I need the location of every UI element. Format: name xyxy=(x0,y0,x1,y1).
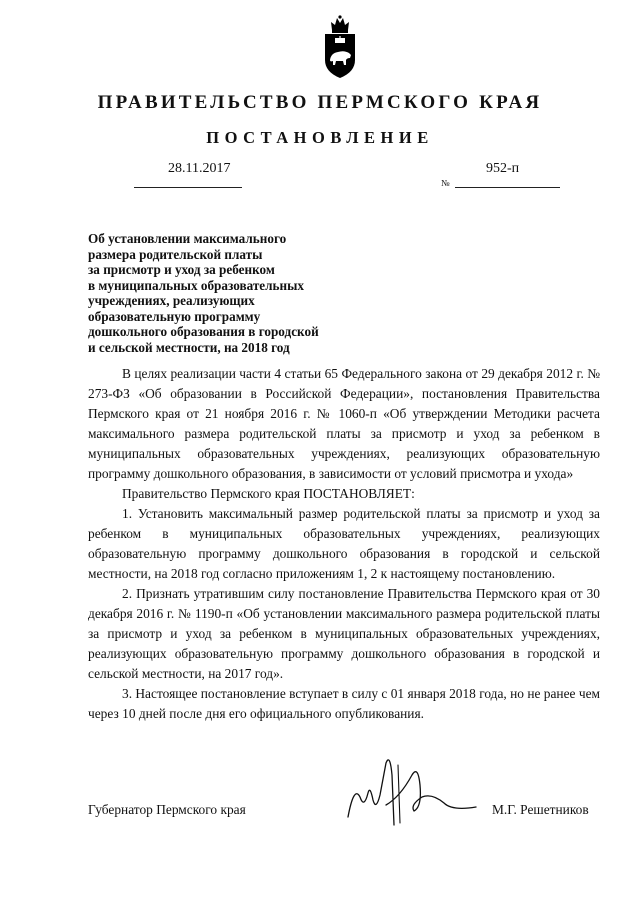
subject-line: и сельской местности, на 2018 год xyxy=(88,339,290,355)
document-date: 28.11.2017 xyxy=(168,161,231,176)
date-underline xyxy=(134,187,242,188)
clause-1: 1. Установить максимальный размер родительской платы за присмотр и уход за ребенком в муниципальных образовательных учреждениях, реализующих образовательную программу дошкольного образования в городской и сельской местности, на 2018 год согласно приложениям 1, 2 к настоящему постановлению. xyxy=(88,506,600,581)
subject-line: Об установлении максимального xyxy=(88,231,287,246)
signer-name: М.Г. Решетников xyxy=(492,802,589,817)
subject-line: размера родительской платы xyxy=(88,246,263,262)
subject-line: учреждениях, реализующих xyxy=(88,293,255,308)
number-sign: № xyxy=(441,178,450,188)
document-type: ПОСТАНОВЛЕНИЕ xyxy=(206,128,434,147)
subject-line: в муниципальных образовательных xyxy=(88,277,305,293)
subject-line: образовательную программу xyxy=(88,308,261,324)
clause-3: 3. Настоящее постановление вступает в силу с 01 января 2018 года, но не ранее чем через 10 дней после дня его официального опубликования. xyxy=(88,686,600,721)
document-number: 952-п xyxy=(486,161,520,176)
clause-2: 2. Признать утратившим силу постановление Правительства Пермского края от 30 декабря 2016 г. № 1190-п «Об установлении максимального размера родительской платы за присмотр и уход за ребенком в муниципальных образовательных учреждениях, реализующих образовательную программу дошкольного образования в городской и сельской местности, на 2017 год». xyxy=(88,586,600,681)
number-underline xyxy=(455,187,560,188)
preamble-paragraph: В целях реализации части 4 статьи 65 Федерального закона от 29 декабря 2012 г. № 273-ФЗ «Об образовании в Российской Федерации», постановления Правительства Пермского края от 21 ноября 2016 г. № 1060-п «Об утверждении Методики расчета максимального размера родительской платы за присмотр и уход за ребенком в муниципальных образовательных учреждениях, реализующих образовательную программу дошкольного образования, в зависимости от условий присмотра и ухода» xyxy=(88,366,600,481)
signer-role: Губернатор Пермского края xyxy=(88,802,246,817)
document-subject xyxy=(88,231,358,355)
subject-line: дошкольного образования в городской xyxy=(88,324,319,339)
document-body xyxy=(88,364,600,724)
subject-line: за присмотр и уход за ребенком xyxy=(88,262,275,277)
coat-of-arms-icon xyxy=(322,14,358,80)
decree-statement: Правительство Пермского края ПОСТАНОВЛЯЕТ: xyxy=(122,486,415,501)
government-title: ПРАВИТЕЛЬСТВО ПЕРМСКОГО КРАЯ xyxy=(97,92,543,113)
signature-icon xyxy=(340,745,490,835)
